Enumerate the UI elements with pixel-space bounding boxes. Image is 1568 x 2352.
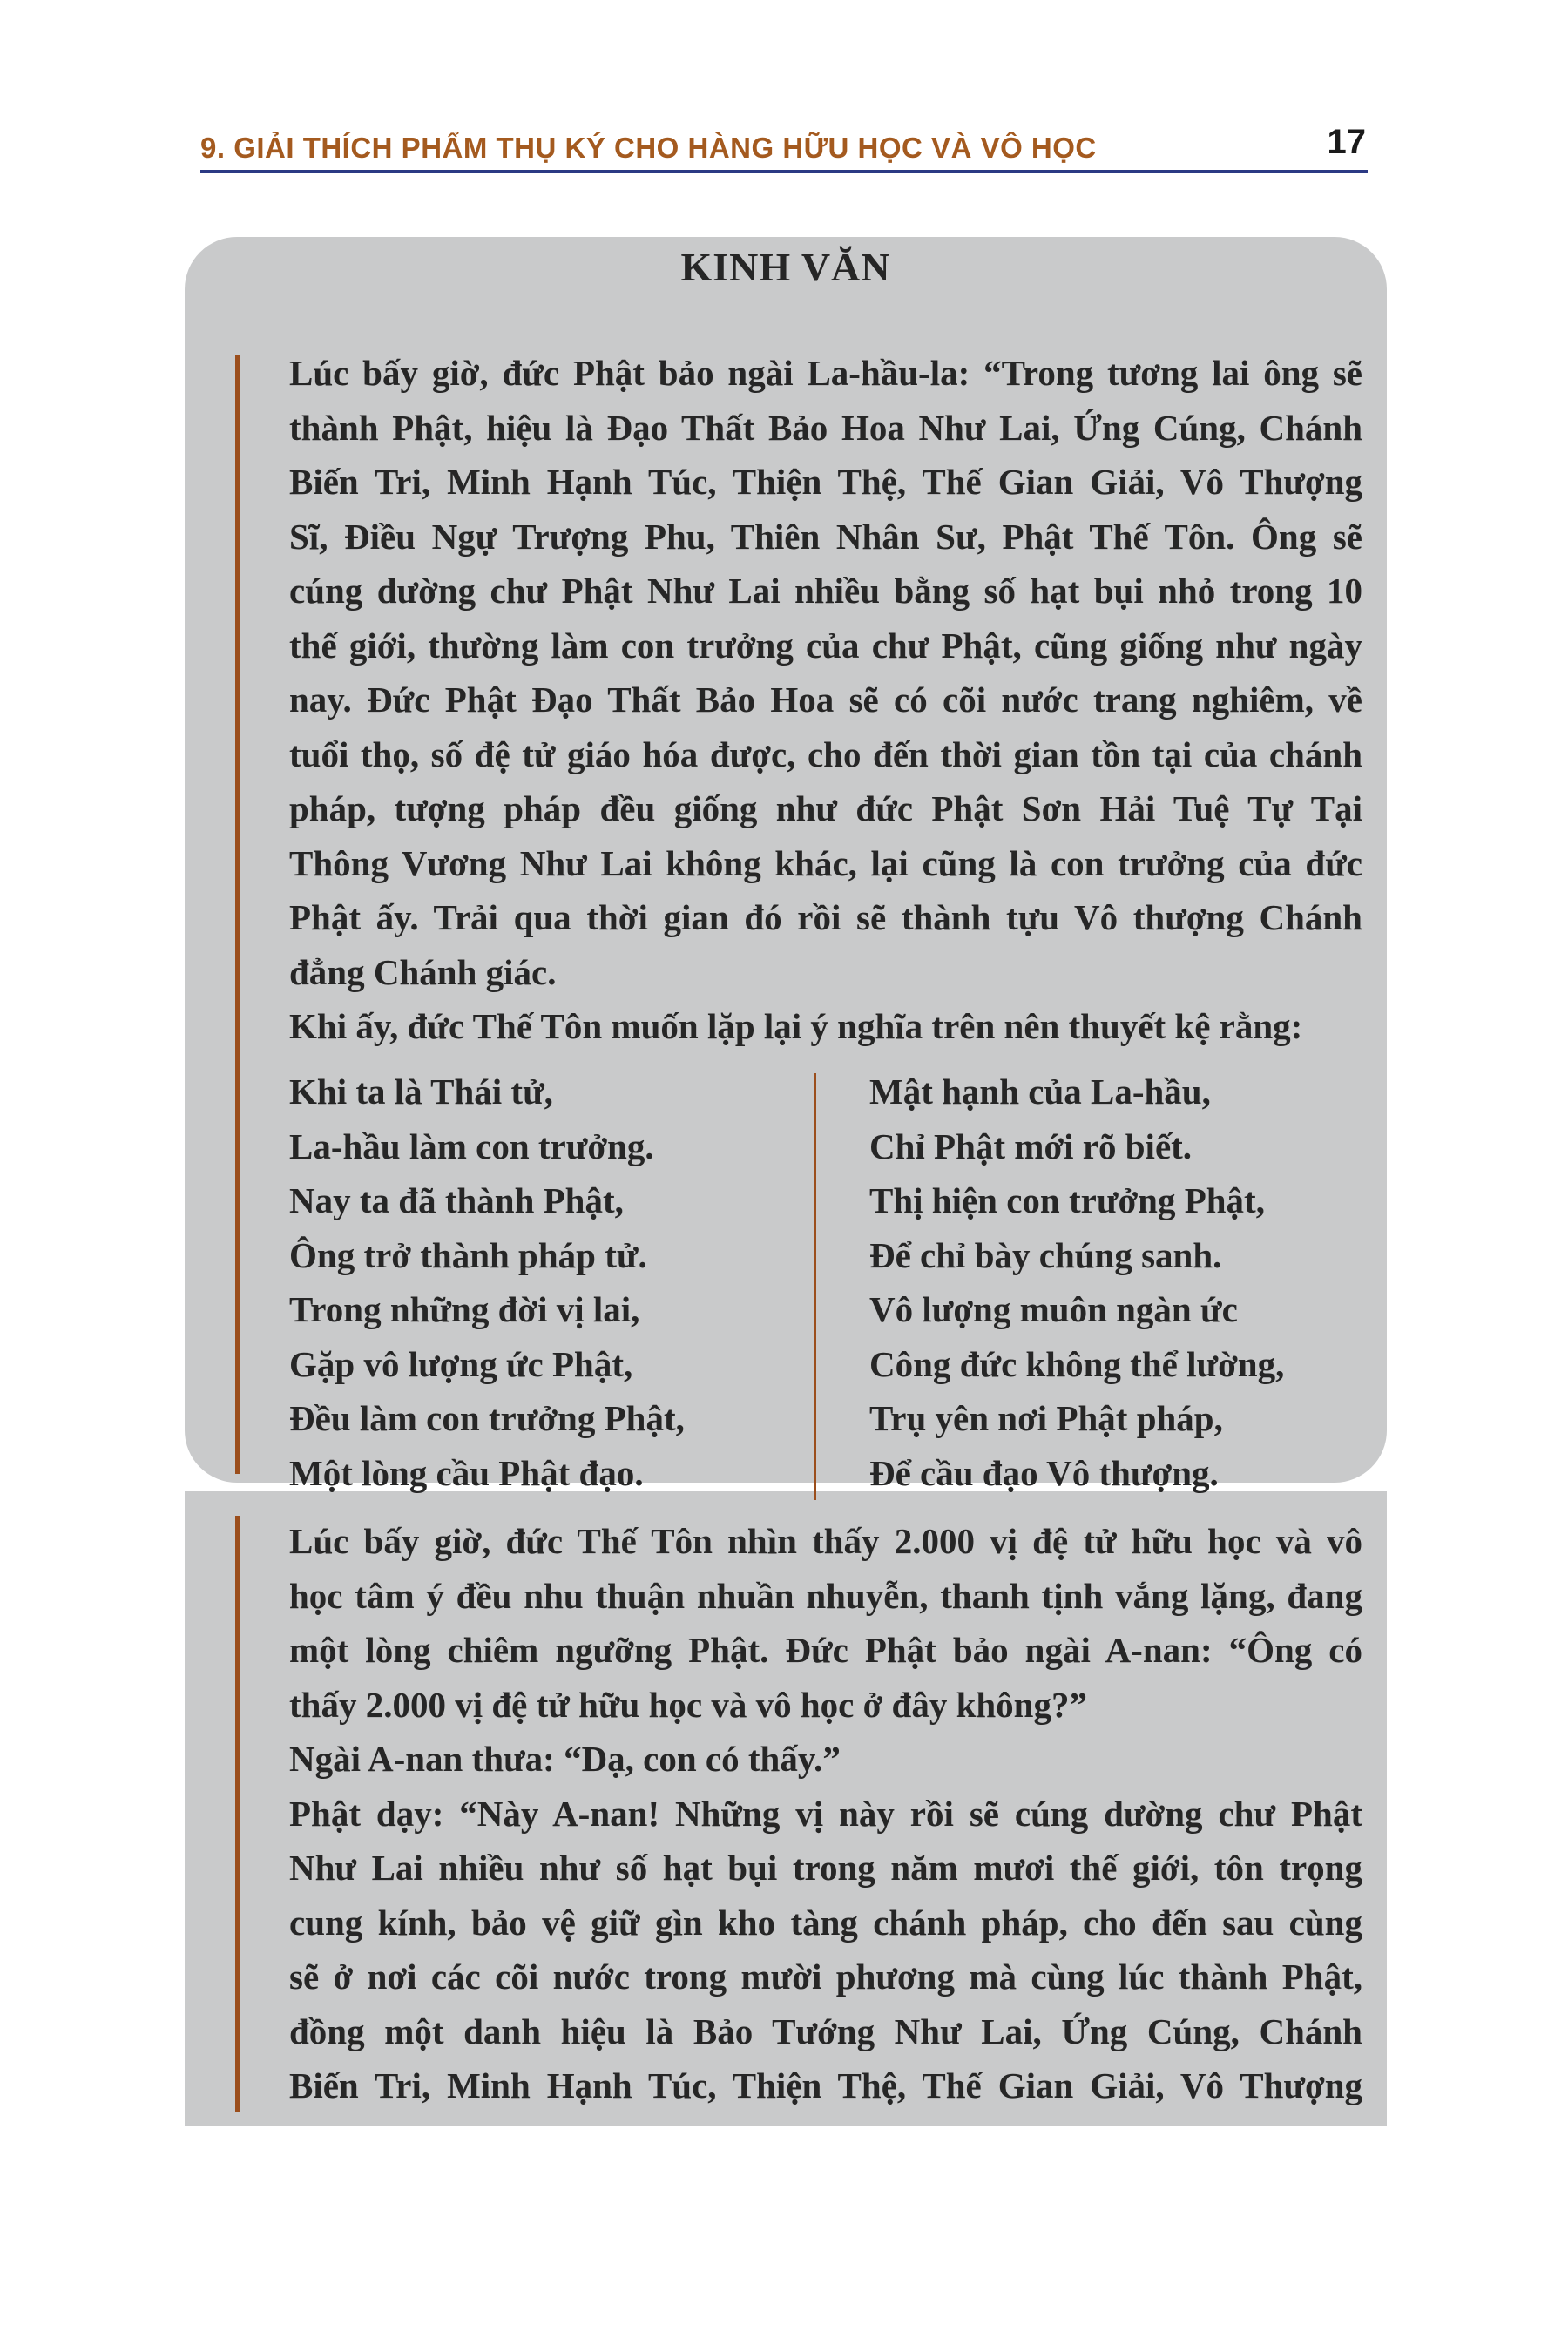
- paragraph-line: nay. Đức Phật Đạo Thất Bảo Hoa sẽ có cõi nước trang nghiêm, về: [289, 679, 1362, 720]
- verse-line: Thị hiện con trưởng Phật,: [869, 1180, 1265, 1220]
- paragraph-line: Lúc bấy giờ, đức Phật bảo ngài La-hầu-la: “Trong tương lai ông sẽ: [289, 353, 1362, 393]
- verse-line: Đều làm con trưởng Phật,: [289, 1398, 685, 1438]
- paragraph-line: đẳng Chánh giác.: [289, 951, 557, 992]
- paragraph-line: Như Lai nhiều như số hạt bụi trong năm mươi thế giới, tôn trọng: [289, 1848, 1362, 1888]
- paragraph-line: Phật dạy: “Này A-nan! Những vị này rồi sẽ cúng dường chư Phật: [289, 1793, 1362, 1834]
- ananda-reply: Ngài A-nan thưa: “Dạ, con có thấy.”: [289, 1739, 841, 1779]
- paragraph-line: Lúc bấy giờ, đức Thế Tôn nhìn thấy 2.000 vị đệ tử hữu học và vô: [289, 1521, 1362, 1561]
- verse-left-column: [289, 1064, 685, 1500]
- verse-line: Một lòng cầu Phật đạo.: [289, 1452, 644, 1493]
- verse-line: Để chỉ bày chúng sanh.: [869, 1234, 1222, 1275]
- section-title: KINH VĂN: [680, 245, 891, 289]
- verse-line: Trong những đời vị lai,: [289, 1289, 640, 1329]
- verse-line: Gặp vô lượng ức Phật,: [289, 1343, 633, 1384]
- paragraph-line: thế giới, thường làm con trưởng của chư Phật, cũng giống như ngày: [289, 625, 1362, 666]
- paragraph-line: Phật ấy. Trải qua thời gian đó rồi sẽ thành tựu Vô thượng Chánh: [289, 897, 1362, 937]
- verse-intro: Khi ấy, đức Thế Tôn muốn lặp lại ý nghĩa trên nên thuyết kệ rằng:: [289, 1006, 1303, 1046]
- verse-line: Công đức không thể lường,: [869, 1343, 1285, 1384]
- paragraph-line: tuổi thọ, số đệ tử giáo hóa được, cho đến thời gian tồn tại của chánh: [289, 733, 1362, 774]
- verse-right-column: [869, 1064, 1284, 1500]
- paragraph-line: học tâm ý đều nhu thuận nhuần nhuyễn, thanh tịnh vắng lặng, đang: [289, 1575, 1362, 1616]
- running-header: [200, 123, 1368, 173]
- chapter-title: 9. GIẢI THÍCH PHẨM THỤ KÝ CHO HÀNG HỮU HỌC VÀ VÔ HỌC: [200, 132, 1097, 164]
- left-rule-bottom: [235, 1516, 240, 2112]
- verse-line: Vô lượng muôn ngàn ức: [869, 1289, 1238, 1329]
- paragraph-line: cúng dường chư Phật Như Lai nhiều bằng số hạt bụi nhỏ trong 10: [289, 571, 1362, 611]
- left-rule-top: [235, 355, 240, 1474]
- paragraph-line: thành Phật, hiệu là Đạo Thất Bảo Hoa Như Lai, Ứng Cúng, Chánh: [289, 407, 1362, 448]
- verse-line: Để cầu đạo Vô thượng.: [869, 1452, 1219, 1493]
- paragraph-line: đồng một danh hiệu là Bảo Tướng Như Lai, Ứng Cúng, Chánh: [289, 2011, 1362, 2051]
- verse-line: La-hầu làm con trưởng.: [289, 1125, 654, 1166]
- verse-line: Mật hạnh của La-hầu,: [869, 1071, 1211, 1112]
- verse-divider: [814, 1073, 816, 1500]
- paragraph-line: Biến Tri, Minh Hạnh Túc, Thiện Thệ, Thế Gian Giải, Vô Thượng: [289, 462, 1362, 502]
- paragraph-line: thấy 2.000 vị đệ tử hữu học và vô học ở đây không?”: [289, 1684, 1087, 1725]
- verse-line: Chỉ Phật mới rõ biết.: [869, 1125, 1193, 1166]
- verse-line: Khi ta là Thái tử,: [289, 1071, 553, 1112]
- paragraph-line: một lòng chiêm ngưỡng Phật. Đức Phật bảo ngài A-nan: “Ông có: [289, 1630, 1362, 1670]
- page-number: 17: [1327, 123, 1366, 161]
- paragraph-line: sẽ ở nơi các cõi nước trong mười phương mà cùng lúc thành Phật,: [289, 1957, 1362, 1997]
- paragraph-line: Sĩ, Điều Ngự Trượng Phu, Thiên Nhân Sư, Phật Thế Tôn. Ông sẽ: [289, 516, 1362, 557]
- verse-line: Trụ yên nơi Phật pháp,: [869, 1398, 1223, 1438]
- verse-line: Ông trở thành pháp tử.: [289, 1234, 647, 1275]
- verse-line: Nay ta đã thành Phật,: [289, 1180, 624, 1220]
- paragraph-line: Biến Tri, Minh Hạnh Túc, Thiện Thệ, Thế Gian Giải, Vô Thượng: [289, 2065, 1362, 2105]
- paragraph-line: pháp, tượng pháp đều giống như đức Phật Sơn Hải Tuệ Tự Tại: [289, 788, 1362, 828]
- paragraph-line: Thông Vương Như Lai không khác, lại cũng là con trưởng của đức: [289, 842, 1362, 883]
- paragraph-line: cung kính, bảo vệ giữ gìn kho tàng chánh pháp, cho đến sau cùng: [289, 1902, 1362, 1943]
